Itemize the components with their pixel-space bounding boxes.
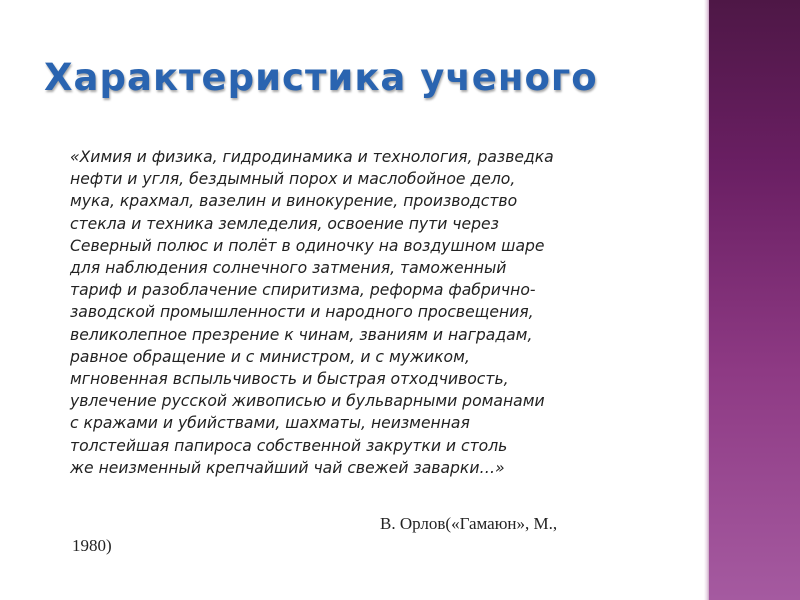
quote-line: нефти и угля, бездымный порох и маслобойное дело, xyxy=(70,170,516,189)
quote-line: «Химия и физика, гидродинамика и технология, разведка xyxy=(70,148,554,166)
quote-line: стекла и техника земледелия, освоение пути через xyxy=(70,214,499,233)
slide-title: Характеристика ученого xyxy=(44,56,598,99)
quote-block xyxy=(70,146,680,479)
quote-line: мука, крахмал, вазелин и винокурение, производство xyxy=(70,192,518,211)
quote-attribution-year: 1980) xyxy=(72,536,112,555)
quote-attribution: В. Орлов(«Гамаюн», М., xyxy=(380,514,558,533)
quote-line: равное обращение и с министром, и с мужиком, xyxy=(70,347,470,366)
quote-line: тариф и разоблачение спиритизма, реформа фабрично- xyxy=(70,281,536,300)
quote-line: увлечение русской живописью и бульварными романами xyxy=(70,392,545,411)
quote-line: с кражами и убийствами, шахматы, неизменная xyxy=(70,414,470,433)
quote-line: же неизменный крепчайший чай свежей заварки…» xyxy=(70,458,505,477)
quote-line: Северный полюс и полёт в одиночку на воздушном шаре xyxy=(70,236,545,255)
quote-line: заводской промышленности и народного просвещения, xyxy=(70,303,534,322)
quote-line: мгновенная вспыльчивость и быстрая отходчивость, xyxy=(70,370,509,389)
quote-line: толстейшая папироса собственной закрутки и столь xyxy=(70,436,508,455)
decorative-sidebar xyxy=(709,0,800,600)
quote-line: великолепное презрение к чинам, званиям и наградам, xyxy=(70,325,533,344)
quote-line: для наблюдения солнечного затмения, таможенный xyxy=(70,259,507,278)
